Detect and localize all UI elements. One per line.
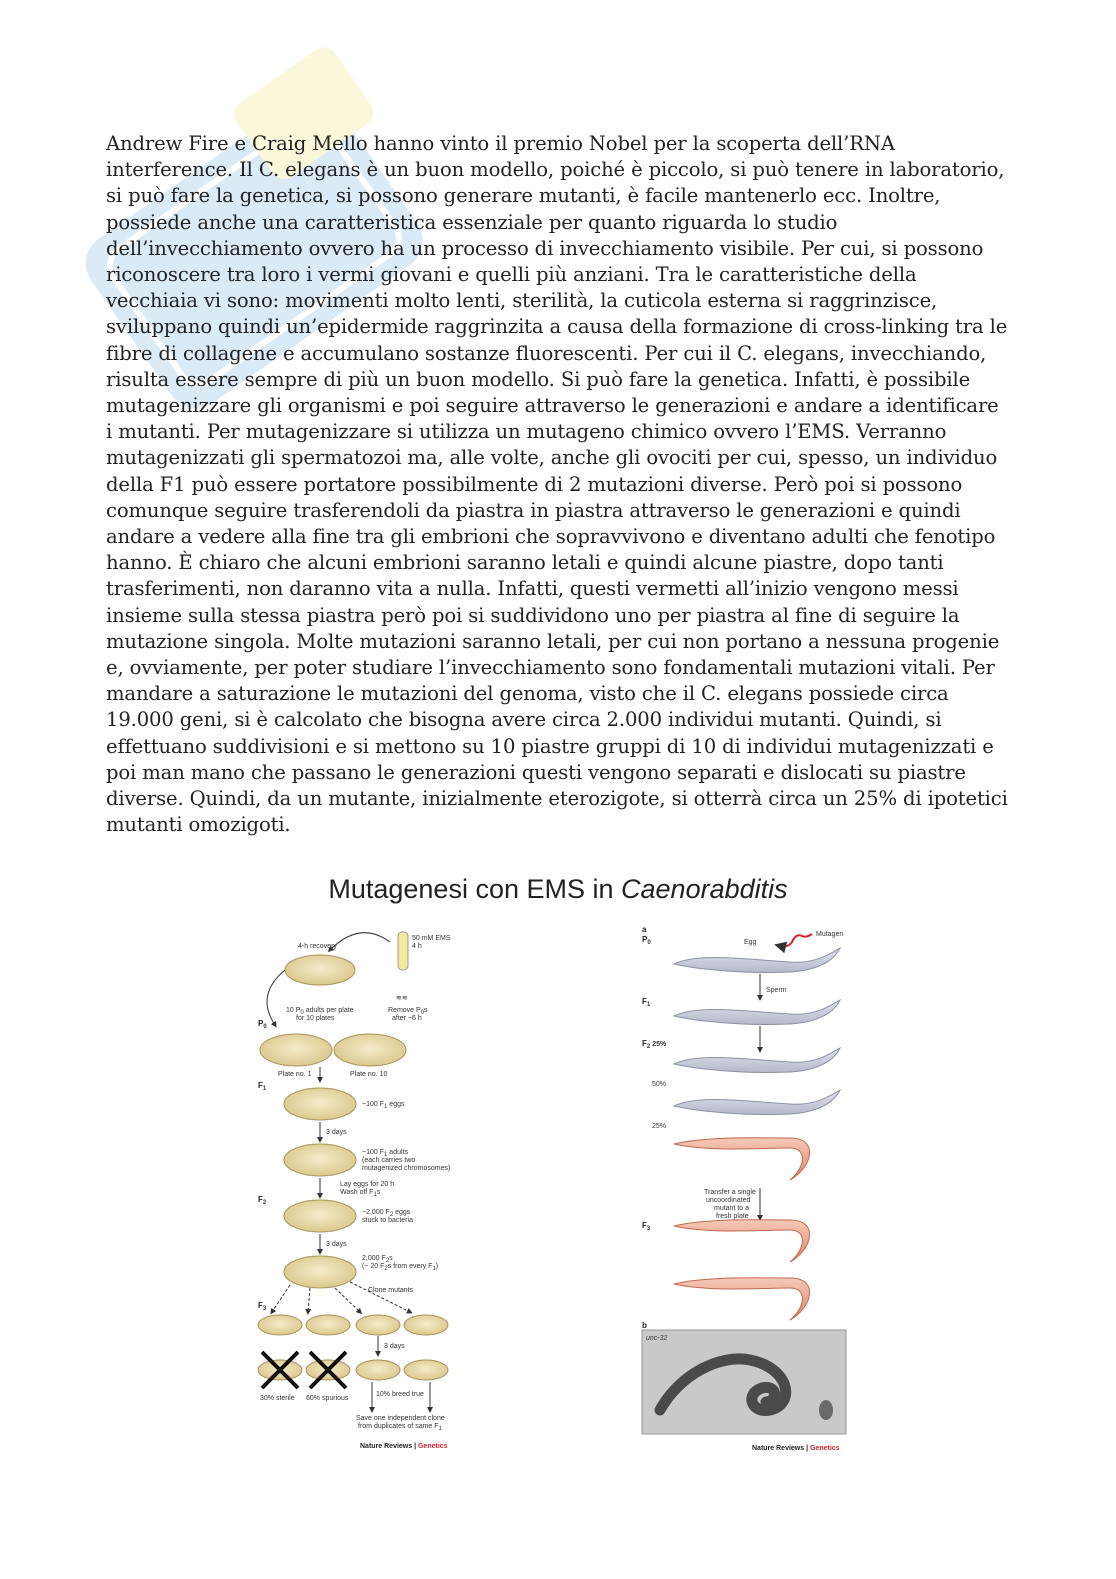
- svg-text:F1: $F_1$: [258, 1081, 267, 1092]
- spurious-label: 60% spurious: [306, 1395, 349, 1402]
- f1-eggs-label: ~100 F: [362, 1101, 384, 1108]
- transfer-3: mutant to a: [714, 1205, 750, 1212]
- f2s-note: (~ 20 F: [362, 1263, 385, 1270]
- svg-text:from duplicates of same F1: from duplicates of same F1: [358, 1423, 442, 1432]
- wash-off: Wash off F: [340, 1189, 374, 1196]
- svg-text:F3: $F_3$: [642, 1221, 651, 1232]
- f2-label: F: [258, 1195, 263, 1204]
- svg-text:Wash off F1s: Wash off F1s: [340, 1189, 381, 1198]
- f1-adults-note: (each carries two: [362, 1157, 416, 1164]
- panel-a-label: a: [642, 925, 647, 934]
- days-1: 3 days: [326, 1129, 347, 1136]
- p0-adults-plates: for 10 plates: [296, 1015, 335, 1022]
- f2-eggs-plate: [284, 1200, 356, 1232]
- svg-text:10 P0 adults per plate: 10 P0 adults per plate: [286, 1007, 354, 1016]
- remove-label: Remove P: [388, 1007, 421, 1014]
- worm-f1: [674, 1000, 840, 1025]
- ems-label: 50 mM EMS: [412, 935, 451, 942]
- right-f1: F: [642, 997, 647, 1006]
- left-credit: Nature Reviews |: [360, 1443, 418, 1450]
- svg-text:P0: $P_0$: [642, 935, 651, 946]
- plate-10-label: Plate no. 10: [350, 1071, 388, 1078]
- ems-time: 4 h: [412, 943, 422, 950]
- plate-10: [334, 1034, 406, 1066]
- f1-label: F: [258, 1081, 263, 1090]
- micrograph-egg: [819, 1400, 833, 1420]
- breed-true: 10% breed true: [376, 1391, 424, 1398]
- left-diagram: [250, 920, 470, 1460]
- plate-1: [260, 1034, 332, 1066]
- f3-label: F: [258, 1301, 263, 1310]
- transfer-1: Transfer a single: [704, 1189, 756, 1196]
- worm-f3-a: [674, 1220, 810, 1262]
- panel-b-label: b: [642, 1321, 647, 1330]
- p0-label: P: [258, 1019, 264, 1028]
- f1-adults-plate: [284, 1144, 356, 1176]
- f1-adults-label: ~100 F: [362, 1149, 384, 1156]
- final-plate-3: [356, 1360, 400, 1380]
- f1-eggs-plate: [284, 1088, 356, 1120]
- f1-adults-note-2: mutagenized chromosomes): [362, 1165, 451, 1172]
- f3-plate-3: [356, 1315, 400, 1335]
- sperm-label: Sperm: [766, 987, 787, 994]
- right-credit: Nature Reviews |: [752, 1445, 810, 1452]
- micrograph: [642, 1330, 846, 1434]
- pct-50: 50%: [652, 1081, 667, 1088]
- final-plate-4: [404, 1360, 448, 1380]
- f3-plate-2: [306, 1315, 350, 1335]
- f2-adults-plate: [284, 1256, 356, 1288]
- svg-text:Nature Reviews | Genetics: Nature Reviews | Genetics: [752, 1445, 840, 1452]
- right-f2: F: [642, 1039, 647, 1048]
- svg-text:F2: $F_2$: [258, 1195, 267, 1206]
- clone-mutants: Clone mutants: [368, 1287, 414, 1294]
- right-p0: P: [642, 935, 648, 944]
- worm-p0: [674, 948, 840, 973]
- worm-f2-mutant: [674, 1138, 810, 1180]
- f2s-label: 2,000 F: [362, 1255, 386, 1262]
- svg-text:P0: $P_0$: [258, 1019, 267, 1030]
- svg-text:~2,000 F2 eggs: ~2,000 F2 eggs: [362, 1209, 411, 1218]
- figure-title-italic: Caenorabditis: [621, 874, 788, 904]
- worm-f2-b: [674, 1090, 840, 1115]
- ems-tube: [398, 932, 408, 970]
- plate-1-label: Plate no. 1: [278, 1071, 312, 1078]
- f2-eggs-note: stuck to bacteria: [362, 1217, 413, 1224]
- svg-text:~100 F1 eggs: ~100 F1 eggs: [362, 1101, 405, 1110]
- mutagen-arrow: [780, 934, 812, 947]
- body-paragraph: Andrew Fire e Craig Mello hanno vinto il premio Nobel per la scoperta dell’RNA interference. Il C. elegans è un buon modello, poiché è piccolo, si può tenere in laboratorio, si può fare la genetica, si possono generare mutanti, è facile mantenerlo ecc. Inoltre, possiede anche una caratteristica essenziale per quanto riguarda lo studio dell’invecchiamento ovvero ha un processo di invecchiamento visibile. Per cui, si possono riconoscere tra loro i vermi giovani e quelli più anziani. Tra le caratteristiche della vecchiaia vi sono: movimenti molto lenti, sterilità, la cuticola esterna si raggrinzisce, sviluppano quindi un’epidermide raggrinzita a causa della formazione di cross-linking tra le fibre di collagene e accumulano sostanze fluorescenti. Per cui il C. elegans, invecchiando, risulta essere sempre di più un buon modello. Si può fare la genetica. Infatti, è possibile mutagenizzare gli organismi e poi seguire attraverso le generazioni e andare a identificare i mutanti. Per mutagenizzare si utilizza un mutageno chimico ovvero l’EMS. Verranno mutagenizzati gli spermatozoi ma, alle volte, anche gli ovociti per cui, spesso, un individuo della F1 può essere portatore possibilmente di 2 mutazioni diverse. Però poi si possono comunque seguire trasferendoli da piastra in piastra attraverso le generazioni e quindi andare a vedere alla fine tra gli embrioni che sopravvivono e diventano adulti che fenotipo hanno. È chiaro che alcuni embrioni saranno letali e quindi alcune piastre, dopo tanti trasferimenti, non daranno vita a nulla. Infatti, questi vermetti all’inizio vengono messi insieme sulla stessa piastra però poi si suddividono uno per piastra al fine di seguire la mutazione singola. Molte mutazioni saranno letali, per cui non portano a nessuna progenie e, ovviamente, per poter studiare l’invecchiamento sono fondamentali mutazioni vitali. Per mandare a saturazione le mutazioni del genoma, visto che il C. elegans possiede circa 19.000 geni, si è calcolato che bisogna avere circa 2.000 individui mutanti. Quindi, si effettuano suddivisioni e si mettono su 10 piastre gruppi di 10 di individui mutagenizzati e poi man mano che passano le generazioni questi vengono separati e dislocati su piastre diverse. Quindi, da un mutante, inizialmente eterozigote, si otterrà circa un 25% di ipotetici mutanti omozigoti.: [106, 132, 1008, 837]
- save-clone-2: from duplicates of same F: [358, 1423, 439, 1430]
- recovery-label: 4-h recovery: [298, 943, 337, 950]
- egg-label: Egg: [744, 939, 757, 946]
- worm-f3-b: [674, 1278, 810, 1320]
- days-2: 3 days: [326, 1241, 347, 1248]
- svg-text:(~ 20 F2s from every F1): (~ 20 F2s from every F1): [362, 1263, 439, 1272]
- wash-icon: ≋≋: [396, 995, 408, 1002]
- p0-adults-label: 10 P: [286, 1007, 301, 1014]
- save-clone: Save one independent clone: [356, 1415, 445, 1422]
- f3-plate-4: [404, 1315, 448, 1335]
- transfer-2: uncoordinated: [706, 1197, 751, 1204]
- svg-text:Nature Reviews | Genetics: Nature Reviews | Genetics: [360, 1443, 448, 1450]
- mutagen-label: Mutagen: [816, 931, 844, 938]
- svg-text:F225%: $F_2$ 25%: [642, 1039, 667, 1050]
- lay-eggs: Lay eggs for 20 h: [340, 1181, 395, 1188]
- svg-text:~100 F1 adults: ~100 F1 adults: [362, 1149, 408, 1158]
- days-3: 3 days: [384, 1343, 405, 1350]
- remove-after: after ~6 h: [392, 1015, 422, 1022]
- f3-plate-1: [258, 1315, 302, 1335]
- figure-title-main: Mutagenesi con EMS in: [328, 874, 622, 904]
- svg-text:F3: $F_3$: [258, 1301, 267, 1312]
- transfer-4: fresh plate: [716, 1213, 749, 1220]
- pct-25: 25%: [652, 1123, 667, 1130]
- worm-f2-a: [674, 1048, 840, 1073]
- svg-text:2,000 F2s: 2,000 F2s: [362, 1255, 393, 1264]
- right-f3: F: [642, 1221, 647, 1230]
- right-diagram: [640, 924, 860, 1456]
- recovery-plate: [285, 955, 355, 985]
- svg-text:F1: $F_1$: [642, 997, 651, 1008]
- sterile-label: 30% sterile: [260, 1395, 295, 1402]
- svg-text:Remove P0s: Remove P0s: [388, 1007, 428, 1016]
- f2-eggs-label: ~2,000 F: [362, 1209, 390, 1216]
- unc-label: unc-32: [646, 1335, 668, 1342]
- figure-title: [0, 874, 1116, 905]
